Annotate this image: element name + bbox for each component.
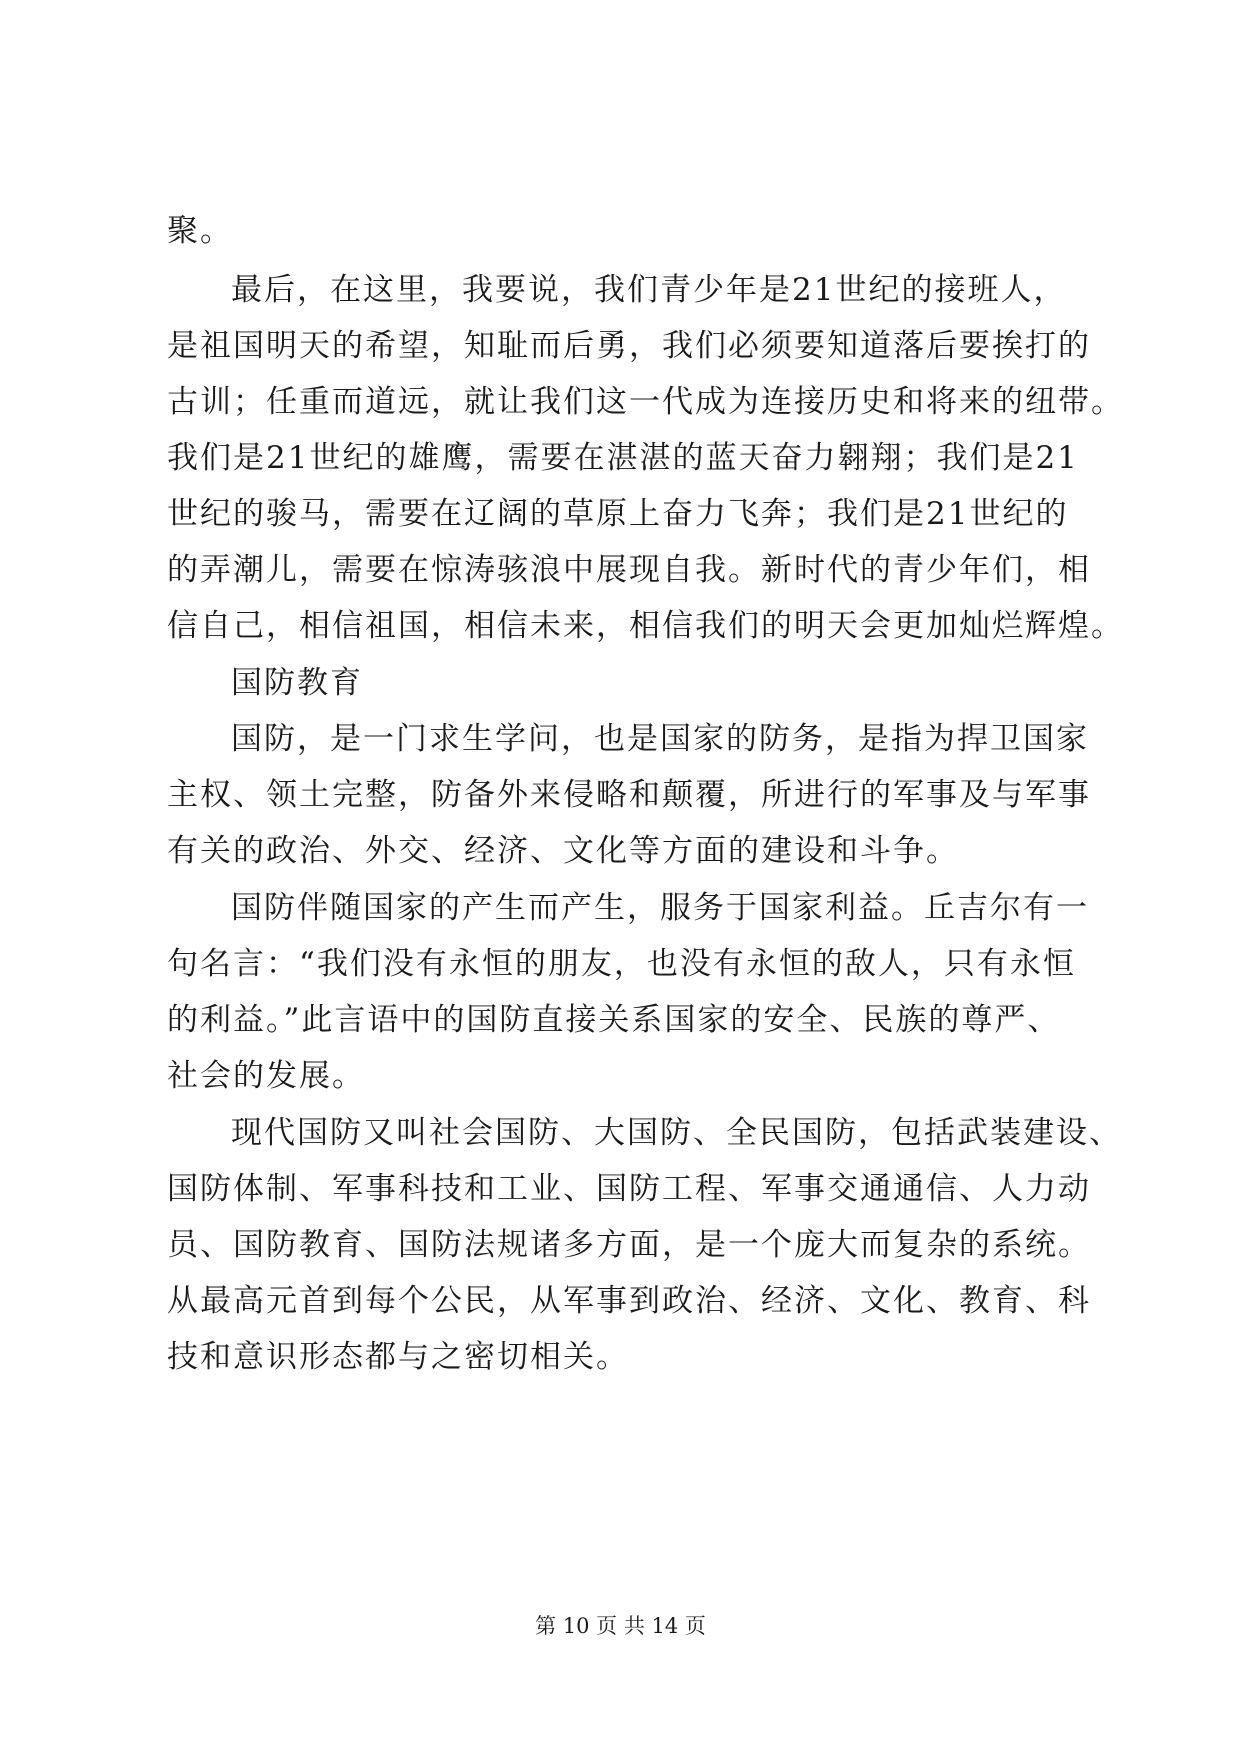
text-line: 社会的发展。 <box>167 1058 365 1094</box>
text-line: 的弄潮儿，需要在惊涛骇浪中展现自我。新时代的青少年们，相 <box>167 552 1091 588</box>
paragraph-first-line: 最后，在这里，我要说，我们青少年是21世纪的接班人， <box>231 272 1067 308</box>
text-line: 有关的政治、外交、经济、文化等方面的建设和斗争。 <box>167 833 959 869</box>
page-number-footer: 第 10 页 共 14 页 <box>535 1614 706 1638</box>
text-line: 国防体制、军事科技和工业、国防工程、军事交通通信、人力动 <box>167 1171 1091 1207</box>
text-line: 的利益。”此言语中的国防直接关系国家的安全、民族的尊严、 <box>167 1002 1061 1038</box>
text-line: 员、国防教育、国防法规诸多方面，是一个庞大而复杂的系统。 <box>167 1227 1091 1263</box>
text-line: 我们是21世纪的雄鹰，需要在湛湛的蓝天奋力翱翔；我们是21 <box>167 440 1079 476</box>
paragraph-first-line: 国防，是一门求生学问，也是国家的防务，是指为捍卫国家 <box>231 721 1089 757</box>
text-line: 技和意识形态都与之密切相关。 <box>167 1339 629 1375</box>
text-line: 信自己，相信祖国，相信未来，相信我们的明天会更加灿烂辉煌。 <box>167 608 1124 644</box>
section-heading: 国防教育 <box>231 665 363 701</box>
paragraph-first-line: 现代国防又叫社会国防、大国防、全民国防，包括武装建设、 <box>231 1115 1122 1151</box>
text-line: 聚。 <box>167 213 233 249</box>
paragraph-first-line: 国防伴随国家的产生而产生，服务于国家利益。丘吉尔有一 <box>231 890 1089 926</box>
text-line: 从最高元首到每个公民，从军事到政治、经济、文化、教育、科 <box>167 1283 1091 1319</box>
text-line: 世纪的骏马，需要在辽阔的草原上奋力飞奔；我们是21世纪的 <box>167 496 1069 532</box>
text-line: 是祖国明天的希望，知耻而后勇，我们必须要知道落后要挨打的 <box>167 328 1091 364</box>
text-line: 主权、领土完整，防备外来侵略和颠覆，所进行的军事及与军事 <box>167 777 1091 813</box>
text-line: 古训；任重而道远，就让我们这一代成为连接历史和将来的纽带。 <box>167 384 1124 420</box>
text-line: 句名言：“我们没有永恒的朋友，也没有永恒的敌人，只有永恒 <box>167 946 1076 982</box>
